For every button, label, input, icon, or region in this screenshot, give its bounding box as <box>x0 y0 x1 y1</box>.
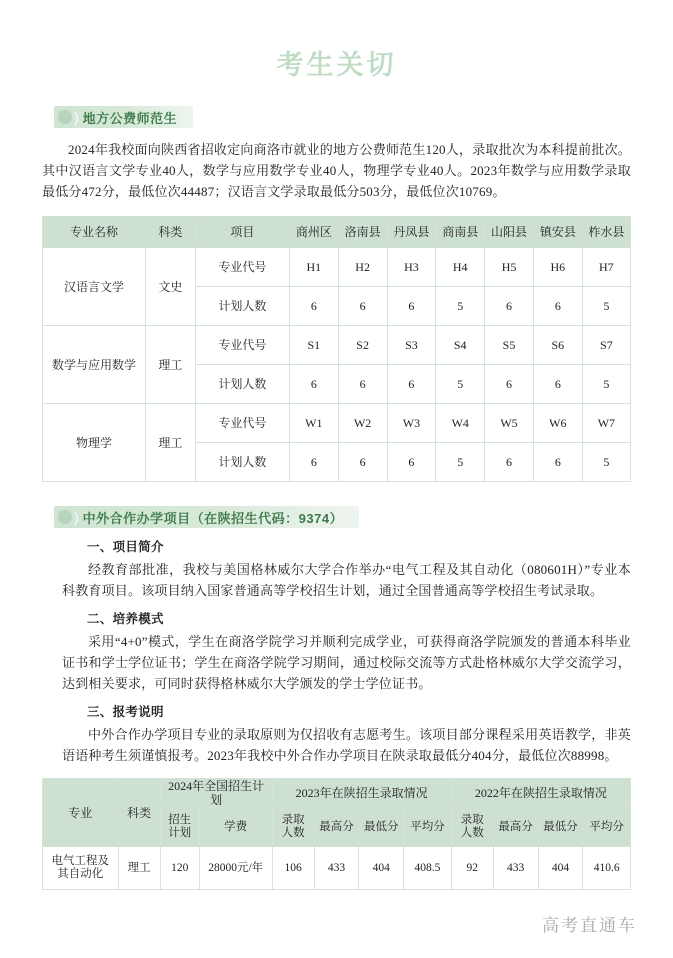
cell-code: H5 <box>485 248 534 287</box>
col-header-category: 科类 <box>118 779 160 847</box>
cell-item-plan-label: 计划人数 <box>195 287 289 326</box>
cell-code: S5 <box>485 326 534 365</box>
table-body <box>43 847 631 890</box>
cell-code: W6 <box>533 404 582 443</box>
cell-plan: 6 <box>387 365 436 404</box>
paragraph-application-notes: 中外合作办学项目专业的录取原则为仅招收有志愿考生。该项目部分课程采用英语教学，非英语语种考生须谨慎报考。2023年我校中外合作办学项目在陕录取最低分404分，最低位次88998。 <box>62 727 631 763</box>
section1-paragraph: 2024年我校面向陕西省招收定向商洛市就业的地方公费师范生120人，录取批次为本科提前批次。其中汉语言文学专业40人，数学与应用数学专业40人，物理学专业40人。2023年数学与应用数学录取最低分472分，最低位次44487；汉语言文学录取最低分503分，最低位次10769。 <box>42 142 631 199</box>
section-banner-local-teachers <box>54 106 193 128</box>
cell-2024-plan: 120 <box>160 847 199 890</box>
group-header-2023-admission: 2023年在陕招生录取情况 <box>272 779 451 808</box>
table-wrapper-joint-program <box>42 778 631 890</box>
col-header-major: 专业 <box>43 779 119 847</box>
col-header-item: 项目 <box>195 217 289 248</box>
cell-2022-admitted: 92 <box>451 847 493 890</box>
cell-category: 理工 <box>145 326 195 404</box>
subheading-application-notes: 三、报考说明 <box>87 705 164 719</box>
circle-icon <box>58 110 72 124</box>
cell-code: W3 <box>387 404 436 443</box>
cell-code: H4 <box>436 248 485 287</box>
cell-plan: 5 <box>436 443 485 482</box>
col-header-shangnan: 商南县 <box>436 217 485 248</box>
cell-item-plan-label: 计划人数 <box>195 443 289 482</box>
cell-item-code-label: 专业代号 <box>195 326 289 365</box>
col-header-2023-average: 平均分 <box>404 808 452 847</box>
paren-icon: ) <box>74 509 79 525</box>
col-header-shanyang: 山阳县 <box>485 217 534 248</box>
table-row <box>43 404 631 443</box>
cell-category: 文史 <box>145 248 195 326</box>
cell-code: H7 <box>582 248 630 287</box>
col-header-danfeng: 丹凤县 <box>387 217 436 248</box>
cell-code: S4 <box>436 326 485 365</box>
subheading-training-mode: 二、培养模式 <box>87 612 164 626</box>
cell-code: W5 <box>485 404 534 443</box>
cell-item-code-label: 专业代号 <box>195 404 289 443</box>
cell-code: W4 <box>436 404 485 443</box>
col-header-category: 科类 <box>145 217 195 248</box>
table-head <box>43 779 631 847</box>
cell-category: 理工 <box>118 847 160 890</box>
col-header-2022-average: 平均分 <box>583 808 631 847</box>
col-header-2023-highest: 最高分 <box>314 808 359 847</box>
table-group-header-row <box>43 779 631 808</box>
cell-plan: 6 <box>485 365 534 404</box>
section-banner-label: 地方公费师范生 <box>82 110 178 126</box>
local-teachers-table <box>42 216 631 482</box>
joint-program-table <box>42 778 631 890</box>
cell-code: S7 <box>582 326 630 365</box>
cell-code: W2 <box>338 404 387 443</box>
cell-code: H3 <box>387 248 436 287</box>
cell-plan: 6 <box>387 287 436 326</box>
table-wrapper-local-teachers <box>42 216 631 482</box>
cell-plan: 6 <box>289 365 338 404</box>
cell-plan: 6 <box>338 287 387 326</box>
cell-major: 物理学 <box>43 404 146 482</box>
cell-plan: 5 <box>436 287 485 326</box>
cell-plan: 6 <box>533 443 582 482</box>
table-row <box>43 248 631 287</box>
table-row <box>43 326 631 365</box>
cell-item-plan-label: 计划人数 <box>195 365 289 404</box>
col-header-shangzhou: 商州区 <box>289 217 338 248</box>
col-header-2022-admitted: 录取 人数 <box>451 808 493 847</box>
cell-code: H2 <box>338 248 387 287</box>
cell-plan: 6 <box>533 287 582 326</box>
cell-major-line2: 其自动化 <box>57 868 104 880</box>
table-head <box>43 217 631 248</box>
group-header-2022-admission: 2022年在陕招生录取情况 <box>451 779 630 808</box>
cell-code: W7 <box>582 404 630 443</box>
page-title: 考生关切 <box>276 50 397 80</box>
table-row <box>43 847 631 890</box>
paren-icon: ) <box>74 109 79 125</box>
cell-2023-average: 408.5 <box>404 847 452 890</box>
cell-2022-average: 410.6 <box>583 847 631 890</box>
cell-plan: 6 <box>387 443 436 482</box>
cell-plan: 5 <box>582 443 630 482</box>
cell-plan: 6 <box>289 287 338 326</box>
paragraph-training-mode: 采用“4+0”模式，学生在商洛学院学习并顺利完成学业，可获得商洛学院颁发的普通本科毕业证书和学士学位证书；学生在商洛学院学习期间，通过校际交流等方式赴格林威尔大学交流学习，达到相关要求，可同时获得格林威尔大学颁发的学士学位证书。 <box>62 634 631 691</box>
group-header-2024-plan: 2024年全国招生计划 <box>160 779 272 808</box>
watermark: 高考直通车 <box>542 916 637 935</box>
col-header-2023-admitted: 录取 人数 <box>272 808 314 847</box>
cell-2023-highest: 433 <box>314 847 359 890</box>
circle-icon <box>58 510 72 524</box>
cell-code: S3 <box>387 326 436 365</box>
cell-2023-admitted: 106 <box>272 847 314 890</box>
cell-plan: 5 <box>582 287 630 326</box>
col-header-major: 专业名称 <box>43 217 146 248</box>
cell-2024-tuition: 28000元/年 <box>199 847 272 890</box>
cell-plan: 6 <box>338 443 387 482</box>
cell-plan: 6 <box>485 443 534 482</box>
col-header-2023-lowest: 最低分 <box>359 808 404 847</box>
section-banner-label: 中外合作办学项目（在陕招生代码：9374） <box>82 510 344 526</box>
cell-code: H1 <box>289 248 338 287</box>
cell-code: W1 <box>289 404 338 443</box>
cell-2022-lowest: 404 <box>538 847 583 890</box>
cell-code: S1 <box>289 326 338 365</box>
col-header-2022-lowest: 最低分 <box>538 808 583 847</box>
table-body <box>43 248 631 482</box>
col-header-zuoshui: 柞水县 <box>582 217 630 248</box>
cell-plan: 6 <box>289 443 338 482</box>
col-header-luonan: 洛南县 <box>338 217 387 248</box>
col-header-2024-tuition: 学费 <box>199 808 272 847</box>
col-header-2022-highest: 最高分 <box>493 808 538 847</box>
cell-major: 汉语言文学 <box>43 248 146 326</box>
cell-code: S6 <box>533 326 582 365</box>
paragraph-project-intro: 经教育部批准，我校与美国格林威尔大学合作举办“电气工程及其自动化（080601H）”专业本科教育项目。该项目纳入国家普通高等学校招生计划，通过全国普通高等学校招生考试录取。 <box>62 562 631 598</box>
cell-major: 数学与应用数学 <box>43 326 146 404</box>
table-header-row <box>43 217 631 248</box>
cell-plan: 5 <box>582 365 630 404</box>
cell-plan: 5 <box>436 365 485 404</box>
cell-plan: 6 <box>533 365 582 404</box>
cell-category: 理工 <box>145 404 195 482</box>
cell-2022-highest: 433 <box>493 847 538 890</box>
cell-2023-lowest: 404 <box>359 847 404 890</box>
col-header-2024-plan-count: 招生 计划 <box>160 808 199 847</box>
cell-item-code-label: 专业代号 <box>195 248 289 287</box>
cell-code: H6 <box>533 248 582 287</box>
cell-major <box>43 847 119 890</box>
section-banner-joint-program <box>54 506 359 528</box>
col-header-zhenan: 镇安县 <box>533 217 582 248</box>
cell-major-line1: 电气工程及 <box>51 855 110 867</box>
cell-code: S2 <box>338 326 387 365</box>
cell-plan: 6 <box>485 287 534 326</box>
joint-program-content <box>42 537 631 766</box>
cell-plan: 6 <box>338 365 387 404</box>
subheading-project-intro: 一、项目简介 <box>87 540 164 554</box>
